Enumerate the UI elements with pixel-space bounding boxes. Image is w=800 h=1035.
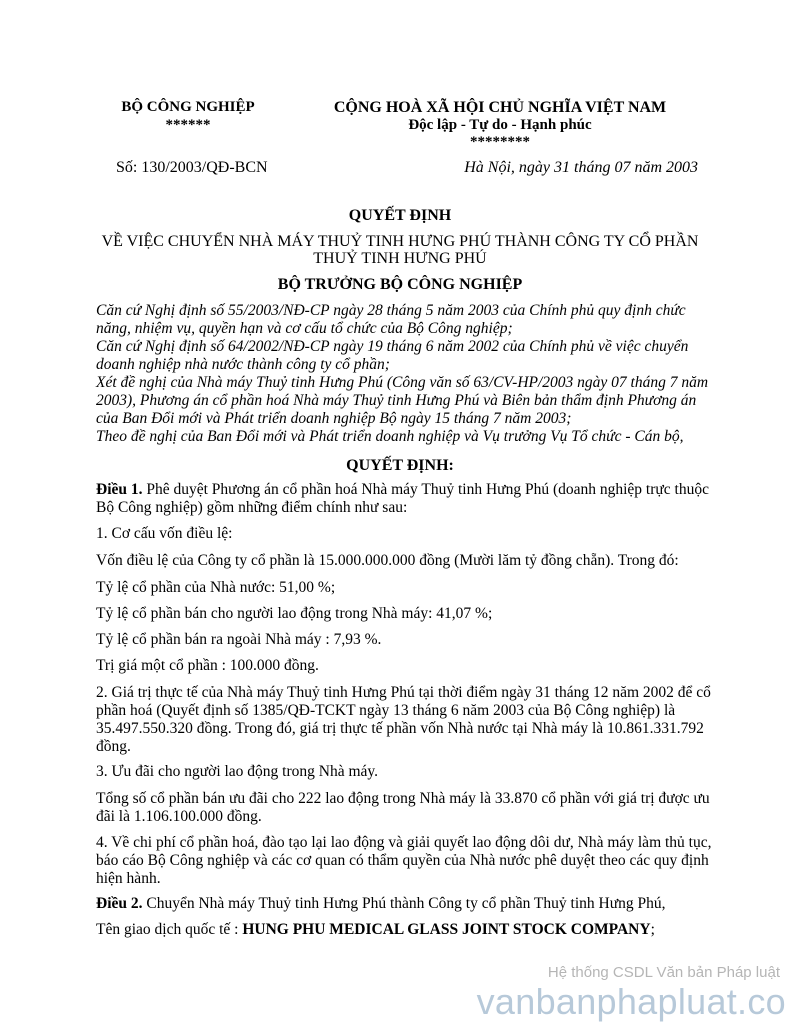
preamble-3: Xét đề nghị của Nhà máy Thuỷ tinh Hưng Phú (Công văn số 63/CV-HP/2003 ngày 07 tháng 7 năm 2003), Phương án cổ phần hoá Nhà máy Thuỷ tinh Hưng Phú và Biên bản thẩm định Phương án của Ban Đổi mới và Phát triển doanh nghiệp Bộ ngày 15 tháng 7 năm 2003; (96, 374, 709, 427)
ministry-name: BỘ CÔNG NGHIỆP (121, 99, 255, 115)
country-name: CỘNG HOÀ XÃ HỘI CHỦ NGHĨA VIỆT NAM (333, 99, 667, 116)
preamble-2: Căn cứ Nghị định số 64/2002/NĐ-CP ngày 19 tháng 6 năm 2002 của Chính phủ về việc chuyển doanh nghiệp nhà nước thành công ty cổ phần; (96, 338, 689, 373)
incentive-shares: Tổng số cổ phần bán ưu đãi cho 222 lao động trong Nhà máy là 33.870 cổ phần với giá trị được ưu đãi là 1.106.100.000 đồng. (96, 790, 710, 825)
international-name-suffix: ; (650, 921, 655, 938)
subject-line-1: VỀ VIỆC CHUYỂN NHÀ MÁY THUỶ TINH HƯNG PHÚ THÀNH CÔNG TY CỔ PHẦN (101, 233, 699, 250)
place-and-date: Hà Nội, ngày 31 tháng 07 năm 2003 (464, 159, 698, 176)
article-1-label: Điều 1. (96, 481, 143, 498)
charter-capital: Vốn điều lệ của Công ty cổ phần là 15.000.000.000 đồng (Mười lăm tỷ đồng chẵn). Trong đó: (96, 552, 679, 569)
document-number: Số: 130/2003/QĐ-BCN (116, 159, 268, 176)
ministry-stars: ****** (165, 117, 211, 133)
article-1-text: Phê duyệt Phương án cổ phần hoá Nhà máy Thuỷ tinh Hưng Phú (doanh nghiệp trực thuộc Bộ Công nghiệp) gồm những điểm chính như sau: (96, 481, 709, 516)
article-1 (96, 481, 716, 517)
share-par-value: Trị giá một cổ phần : 100.000 đồng. (96, 657, 319, 674)
employee-incentive-heading: 3. Ưu đãi cho người lao động trong Nhà máy. (96, 763, 379, 780)
decision-heading: QUYẾT ĐỊNH: (346, 457, 454, 474)
preamble-4: Theo đề nghị của Ban Đổi mới và Phát triển doanh nghiệp và Vụ trưởng Vụ Tổ chức - Cán bộ, (96, 428, 684, 445)
enterprise-value: 2. Giá trị thực tế của Nhà máy Thuỷ tinh Hưng Phú tại thời điểm ngày 31 tháng 12 năm 2002 để cổ phần hoá (Quyết định số 1385/QĐ-TCKT ngày 13 tháng 6 năm 2003 của Bộ Công nghiệp) là 35.497.550.320 đồng. Trong đó, giá trị thực tế phần vốn Nhà nước tại Nhà máy là 10.861.331.792 đồng. (96, 684, 711, 755)
article-2-text: Chuyển Nhà máy Thuỷ tinh Hưng Phú thành Công ty cổ phần Thuỷ tinh Hưng Phú, (142, 895, 666, 912)
capital-structure-heading: 1. Cơ cấu vốn điều lệ: (96, 525, 233, 542)
employee-share-ratio: Tỷ lệ cổ phần bán cho người lao động trong Nhà máy: 41,07 %; (96, 605, 493, 622)
subject-line-2: THUỶ TINH HƯNG PHÚ (313, 250, 487, 267)
issuer-title: BỘ TRƯỞNG BỘ CÔNG NGHIỆP (277, 276, 523, 293)
preamble-1: Căn cứ Nghị định số 55/2003/NĐ-CP ngày 28 tháng 5 năm 2003 của Chính phủ quy định chức năng, nhiệm vụ, quyền hạn và cơ cấu tổ chức của Bộ Công nghiệp; (96, 302, 686, 337)
external-share-ratio: Tỷ lệ cổ phần bán ra ngoài Nhà máy : 7,93 %. (96, 631, 382, 648)
international-name-prefix: Tên giao dịch quốc tế : (96, 921, 243, 938)
international-name (96, 921, 716, 939)
article-2 (96, 895, 716, 913)
motto-stars: ******** (470, 134, 530, 150)
equitization-costs: 4. Về chi phí cổ phần hoá, đào tạo lại lao động và giải quyết lao động dôi dư, Nhà máy làm thủ tục, báo cáo Bộ Công nghiệp và các cơ quan có thẩm quyền của Nhà nước phê duyệt theo các quy định hiện hành. (96, 834, 712, 887)
international-name-value: HUNG PHU MEDICAL GLASS JOINT STOCK COMPANY (242, 921, 651, 938)
article-2-label: Điều 2. (96, 895, 143, 912)
state-share-ratio: Tỷ lệ cổ phần của Nhà nước: 51,00 %; (96, 579, 336, 596)
document-type-title: QUYẾT ĐỊNH (348, 207, 452, 224)
watermark-site-logo: vanbanphapluat.co (476, 981, 786, 1022)
national-motto: Độc lập - Tự do - Hạnh phúc (408, 117, 592, 133)
watermark-system-text: Hệ thống CSDL Văn bản Pháp luật (547, 964, 780, 981)
